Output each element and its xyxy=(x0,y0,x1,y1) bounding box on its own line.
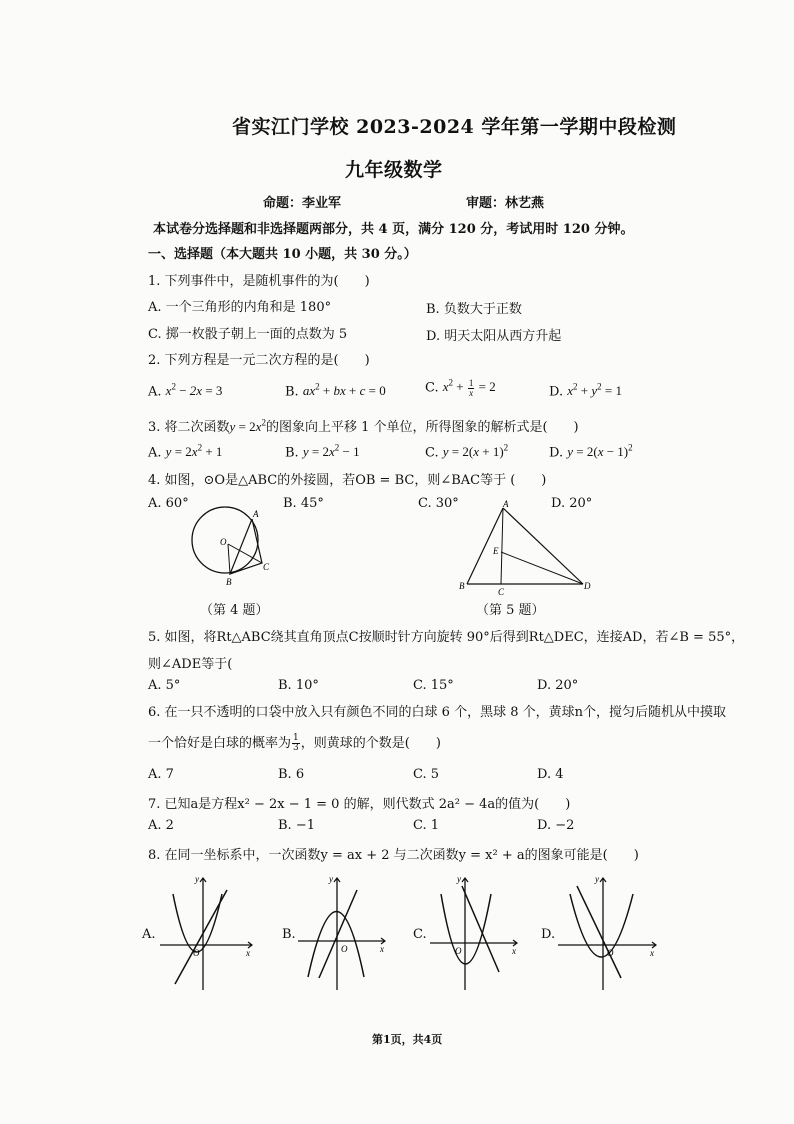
svg-text:O: O xyxy=(455,946,462,956)
q1-option-d: D. 明天太阳从西方升起 xyxy=(426,329,562,344)
svg-text:C: C xyxy=(498,587,505,597)
q3-option-b-formula: $y = 2x^2 - 1$ xyxy=(302,443,360,460)
q4-option-d: D. 20° xyxy=(551,496,593,511)
q4-option-b: B. 45° xyxy=(283,496,324,511)
svg-text:A: A xyxy=(503,499,509,509)
q7-option-a: A. 2 xyxy=(148,818,174,833)
reviewer-line: 审题：林艺燕 xyxy=(466,196,545,211)
svg-text:x: x xyxy=(246,948,250,958)
q2-option-d-formula: $x^2 + y^2 = 1$ xyxy=(567,382,622,399)
figure-5-caption: （第 5 题） xyxy=(476,603,545,618)
q7-stem: 7. 已知a是方程x² − 2x − 1 = 0 的解，则代数式 2a² − 4a的值为( ) xyxy=(148,797,571,812)
svg-text:x: x xyxy=(380,944,384,954)
q2-option-b-formula: $ax^2$ + bx + c = 0 xyxy=(302,382,386,399)
q4-stem: 4. 如图，⊙O是△ABC的外接圆，若OB = BC，则∠BAC等于 ( ) xyxy=(148,473,547,488)
q2-option-b xyxy=(285,382,386,399)
page-number: 第1页，共4页 xyxy=(372,1033,443,1046)
svg-text:C: C xyxy=(263,562,270,572)
q8-option-b-label: B. xyxy=(282,927,296,942)
q3-stem-formula: $y = 2x^2$ xyxy=(229,417,266,434)
q6-stem-line2 xyxy=(148,732,441,753)
svg-text:y: y xyxy=(595,874,599,884)
q3-option-b xyxy=(285,443,360,460)
svg-text:y: y xyxy=(329,874,333,884)
svg-text:O: O xyxy=(607,948,614,958)
q1-stem: 1. 下列事件中，是随机事件的为( ) xyxy=(148,274,370,289)
q8-stem: 8. 在同一坐标系中，一次函数y = ax + 2 与二次函数y = x² + a的图象可能是( ) xyxy=(148,848,639,863)
svg-text:B: B xyxy=(226,577,232,587)
q2-option-b-label: B. xyxy=(285,384,299,400)
q5-stem-line1: 5. 如图，将Rt△ABC绕其直角顶点C按顺时针方向旋转 90°后得到Rt△DEC，连接AD，若∠B = 55°， xyxy=(148,630,745,645)
q3-option-b-label: B. xyxy=(285,445,299,461)
q8-graph-c xyxy=(425,872,525,994)
svg-text:B: B xyxy=(459,581,465,591)
q2-stem: 2. 下列方程是一元二次方程的是( ) xyxy=(148,353,370,368)
q5-stem-line2: 则∠ADE等于( xyxy=(148,657,233,672)
svg-text:E: E xyxy=(493,546,499,556)
svg-text:D: D xyxy=(584,581,591,591)
q5-option-b: B. 10° xyxy=(278,678,319,693)
q6-probability-fraction: $\frac{1}{3}$ xyxy=(293,733,299,753)
author-line: 命题：李业军 xyxy=(263,196,342,211)
q3-option-c-label: C. xyxy=(425,445,439,461)
q6-stem-line1: 6. 在一只不透明的口袋中放入只有颜色不同的白球 6 个，黑球 8 个，黄球n个，搅匀后随机从中摸取 xyxy=(148,705,726,720)
q7-option-b: B. −1 xyxy=(278,818,315,833)
q2-option-c-label: C. xyxy=(425,380,439,396)
q3-stem-end: 的图象向上平移 1 个单位，所得图象的解析式是( ) xyxy=(265,420,579,435)
figure-4-circle-diagram xyxy=(190,505,280,595)
figure-5-triangle-diagram xyxy=(455,499,595,597)
q3-option-a-formula: $y = 2x^2 + 1$ xyxy=(165,443,223,460)
q3-option-d-formula: $y = 2(x - 1)^2$ xyxy=(567,443,633,460)
q3-option-a-label: A. xyxy=(148,445,162,461)
q3-option-c xyxy=(425,443,508,460)
q8-graph-d xyxy=(553,872,663,994)
q2-option-d xyxy=(549,382,622,399)
q5-option-d: D. 20° xyxy=(537,678,579,693)
q8-graph-a xyxy=(155,872,260,994)
q8-option-a-label: A. xyxy=(142,927,156,942)
exam-title: 省实江门学校 2023-2024 学年第一学期中段检测 xyxy=(232,116,677,138)
q3-option-c-formula: $y = 2(x + 1)^2$ xyxy=(442,443,509,460)
q3-stem xyxy=(148,416,579,435)
subject-title: 九年级数学 xyxy=(345,159,443,181)
svg-text:x: x xyxy=(650,948,654,958)
q6-option-d: D. 4 xyxy=(537,767,564,782)
instructions: 本试卷分选择题和非选择题两部分，共 4 页，满分 120 分，考试用时 120 分钟。 xyxy=(153,222,634,237)
q4-option-a: A. 60° xyxy=(148,496,189,511)
q6-stem-line2-end: ，则黄球的个数是( ) xyxy=(300,736,441,751)
q2-option-a xyxy=(148,382,222,399)
q3-option-d xyxy=(549,443,633,460)
svg-text:y: y xyxy=(457,874,461,884)
q2-option-c xyxy=(425,378,496,398)
q8-option-d-label: D. xyxy=(541,927,556,942)
q2-option-d-label: D. xyxy=(549,384,564,400)
q1-option-c: C. 掷一枚骰子朝上一面的点数为 5 xyxy=(148,327,348,342)
q4-option-c: C. 30° xyxy=(418,496,459,511)
q5-option-c: C. 15° xyxy=(413,678,454,693)
svg-text:O: O xyxy=(341,944,348,954)
section-heading: 一、选择题（本大题共 10 小题，共 30 分。） xyxy=(148,247,417,262)
svg-text:O: O xyxy=(220,537,227,547)
q6-option-c: C. 5 xyxy=(413,767,440,782)
svg-text:O: O xyxy=(193,948,200,958)
q7-option-d: D. −2 xyxy=(537,818,575,833)
q1-option-b: B. 负数大于正数 xyxy=(426,302,522,317)
q7-option-c: C. 1 xyxy=(413,818,440,833)
q6-option-b: B. 6 xyxy=(278,767,305,782)
svg-text:x: x xyxy=(512,946,516,956)
q6-option-a: A. 7 xyxy=(148,767,174,782)
q2-option-a-label: A. xyxy=(148,384,162,400)
q3-option-d-label: D. xyxy=(549,445,564,461)
q5-option-a: A. 5° xyxy=(148,678,181,693)
q1-option-a: A. 一个三角形的内角和是 180° xyxy=(148,300,332,315)
q3-stem-start: 3. 将二次函数 xyxy=(148,420,230,435)
svg-text:A: A xyxy=(253,509,259,519)
svg-text:y: y xyxy=(195,874,199,884)
q3-option-a xyxy=(148,443,222,460)
q8-option-c-label: C. xyxy=(413,927,427,942)
q6-stem-line2-start: 一个恰好是白球的概率为 xyxy=(148,736,292,751)
q2-option-c-formula: $x^2$ + $\frac{1}{x}$ = 2 xyxy=(442,377,496,398)
q8-graph-b xyxy=(293,872,393,994)
q2-option-a-formula: $x^2 - 2x = 3$ xyxy=(165,382,223,399)
figure-4-caption: （第 4 题） xyxy=(200,603,269,618)
